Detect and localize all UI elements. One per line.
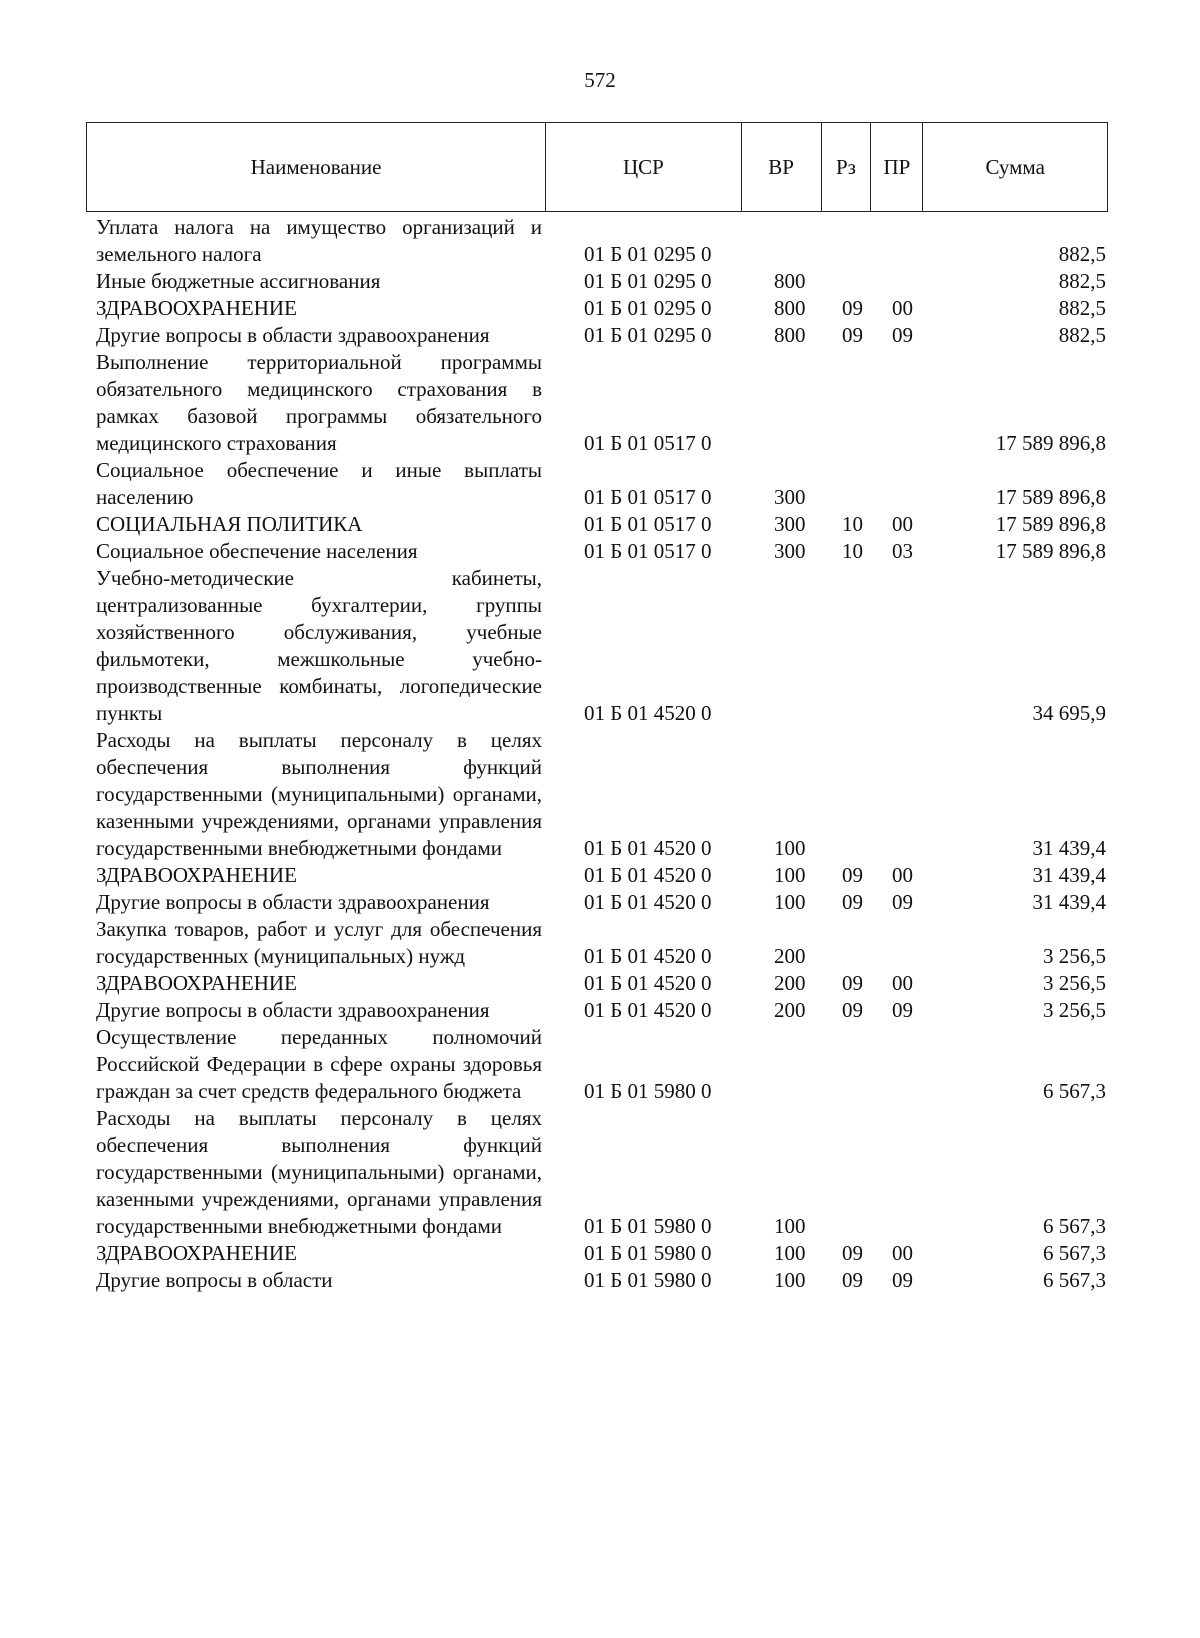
row-vr: 100 bbox=[774, 1241, 806, 1265]
row-sum: 3 256,5 bbox=[1043, 944, 1106, 968]
table-row bbox=[96, 997, 1116, 1024]
table-row bbox=[96, 349, 1116, 457]
row-sum: 882,5 bbox=[1058, 296, 1106, 320]
row-pr: 00 bbox=[892, 512, 913, 536]
row-pr: 00 bbox=[892, 863, 913, 887]
table-row bbox=[96, 268, 1116, 295]
row-name: Расходы на выплаты персоналу в целях обеспечения выполнения функций государственными (муниципальными) органами, казенными учреждениями, органами управления государственными внебюджетными фондами bbox=[96, 1106, 542, 1238]
table-header bbox=[86, 122, 1108, 212]
table-row bbox=[96, 889, 1116, 916]
row-vr: 200 bbox=[774, 971, 806, 995]
row-rz: 09 bbox=[842, 323, 863, 347]
row-sum: 3 256,5 bbox=[1043, 971, 1106, 995]
row-vr: 100 bbox=[774, 890, 806, 914]
header-rz: Рз bbox=[822, 123, 872, 211]
row-sum: 6 567,3 bbox=[1043, 1268, 1106, 1292]
header-sum: Сумма bbox=[985, 154, 1045, 179]
row-name: ЗДРАВООХРАНЕНИЕ bbox=[96, 971, 297, 995]
row-name: Другие вопросы в области здравоохранения bbox=[96, 890, 490, 914]
header-vr: ВР bbox=[742, 123, 822, 211]
row-vr: 800 bbox=[774, 269, 806, 293]
row-sum: 882,5 bbox=[1058, 242, 1106, 266]
table-row bbox=[96, 511, 1116, 538]
table-row bbox=[96, 565, 1116, 727]
row-pr: 09 bbox=[892, 998, 913, 1022]
table-row bbox=[96, 916, 1116, 970]
row-vr: 100 bbox=[774, 1214, 806, 1238]
row-sum: 31 439,4 bbox=[1032, 836, 1106, 860]
row-csr: 01 Б 01 0295 0 bbox=[584, 296, 712, 320]
row-pr: 09 bbox=[892, 890, 913, 914]
row-sum: 6 567,3 bbox=[1043, 1214, 1106, 1238]
row-rz: 09 bbox=[842, 863, 863, 887]
row-csr: 01 Б 01 0517 0 bbox=[584, 485, 712, 509]
header-pr: ПР bbox=[871, 123, 923, 211]
page-number: 572 bbox=[584, 68, 616, 92]
table-row bbox=[96, 1105, 1116, 1240]
table-row bbox=[96, 322, 1116, 349]
header-csr: ЦСР bbox=[546, 123, 742, 211]
row-csr: 01 Б 01 4520 0 bbox=[584, 863, 712, 887]
row-sum: 3 256,5 bbox=[1043, 998, 1106, 1022]
table-row bbox=[96, 1024, 1116, 1105]
row-rz: 09 bbox=[842, 1241, 863, 1265]
row-name: СОЦИАЛЬНАЯ ПОЛИТИКА bbox=[96, 512, 363, 536]
row-sum: 17 589 896,8 bbox=[995, 539, 1106, 563]
row-vr: 300 bbox=[774, 485, 806, 509]
row-pr: 00 bbox=[892, 296, 913, 320]
row-vr: 200 bbox=[774, 998, 806, 1022]
table-row bbox=[96, 1240, 1116, 1267]
row-rz: 09 bbox=[842, 1268, 863, 1292]
row-sum: 34 695,9 bbox=[1032, 701, 1106, 725]
row-rz: 10 bbox=[842, 512, 863, 536]
row-rz: 10 bbox=[842, 539, 863, 563]
row-sum: 882,5 bbox=[1058, 323, 1106, 347]
row-name: Расходы на выплаты персоналу в целях обеспечения выполнения функций государственными (муниципальными) органами, казенными учреждениями, органами управления государственными внебюджетными фондами bbox=[96, 728, 542, 860]
row-name: Выполнение территориальной программы обязательного медицинского страхования в рамках базовой программы обязательного медицинского страхования bbox=[96, 350, 542, 455]
table-row bbox=[96, 295, 1116, 322]
row-rz: 09 bbox=[842, 296, 863, 320]
row-name: ЗДРАВООХРАНЕНИЕ bbox=[96, 863, 297, 887]
row-sum: 6 567,3 bbox=[1043, 1079, 1106, 1103]
row-csr: 01 Б 01 4520 0 bbox=[584, 944, 712, 968]
table-row bbox=[96, 862, 1116, 889]
row-csr: 01 Б 01 5980 0 bbox=[584, 1268, 712, 1292]
row-name: Закупка товаров, работ и услуг для обеспечения государственных (муниципальных) нужд bbox=[96, 917, 542, 968]
row-csr: 01 Б 01 5980 0 bbox=[584, 1214, 712, 1238]
row-rz: 09 bbox=[842, 971, 863, 995]
row-name: Другие вопросы в области здравоохранения bbox=[96, 323, 490, 347]
header-name: Наименование bbox=[87, 123, 546, 211]
row-name: Социальное обеспечение населения bbox=[96, 539, 418, 563]
row-name: Учебно-методические кабинеты, централизованные бухгалтерии, группы хозяйственного обслуживания, учебные фильмотеки, межшкольные учебно-производственные комбинаты, логопедические пункты bbox=[96, 566, 542, 725]
row-csr: 01 Б 01 5980 0 bbox=[584, 1241, 712, 1265]
row-name: Социальное обеспечение и иные выплаты населению bbox=[96, 458, 542, 509]
row-csr: 01 Б 01 4520 0 bbox=[584, 971, 712, 995]
row-pr: 00 bbox=[892, 971, 913, 995]
table-row bbox=[96, 214, 1116, 268]
row-name: ЗДРАВООХРАНЕНИЕ bbox=[96, 296, 297, 320]
row-vr: 800 bbox=[774, 323, 806, 347]
row-vr: 300 bbox=[774, 512, 806, 536]
row-sum: 17 589 896,8 bbox=[995, 512, 1106, 536]
row-sum: 31 439,4 bbox=[1032, 890, 1106, 914]
table-row bbox=[96, 727, 1116, 862]
row-rz: 09 bbox=[842, 890, 863, 914]
table-row bbox=[96, 1267, 1116, 1294]
row-csr: 01 Б 01 0295 0 bbox=[584, 269, 712, 293]
row-sum: 882,5 bbox=[1058, 269, 1106, 293]
row-csr: 01 Б 01 0295 0 bbox=[584, 323, 712, 347]
row-pr: 03 bbox=[892, 539, 913, 563]
row-name: ЗДРАВООХРАНЕНИЕ bbox=[96, 1241, 297, 1265]
row-csr: 01 Б 01 0295 0 bbox=[584, 242, 712, 266]
row-csr: 01 Б 01 4520 0 bbox=[584, 836, 712, 860]
row-vr: 300 bbox=[774, 539, 806, 563]
row-vr: 100 bbox=[774, 836, 806, 860]
table-row bbox=[96, 970, 1116, 997]
row-csr: 01 Б 01 0517 0 bbox=[584, 539, 712, 563]
row-pr: 00 bbox=[892, 1241, 913, 1265]
row-sum: 31 439,4 bbox=[1032, 863, 1106, 887]
row-pr: 09 bbox=[892, 1268, 913, 1292]
row-name: Иные бюджетные ассигнования bbox=[96, 269, 381, 293]
row-name: Другие вопросы в области bbox=[96, 1268, 333, 1292]
row-sum: 17 589 896,8 bbox=[995, 431, 1106, 455]
row-pr: 09 bbox=[892, 323, 913, 347]
row-sum: 6 567,3 bbox=[1043, 1241, 1106, 1265]
row-name: Другие вопросы в области здравоохранения bbox=[96, 998, 490, 1022]
row-sum: 17 589 896,8 bbox=[995, 485, 1106, 509]
row-name: Осуществление переданных полномочий Российской Федерации в сфере охраны здоровья граждан за счет средств федерального бюджета bbox=[96, 1025, 542, 1103]
row-csr: 01 Б 01 4520 0 bbox=[584, 701, 712, 725]
row-name: Уплата налога на имущество организаций и земельного налога bbox=[96, 215, 542, 266]
row-csr: 01 Б 01 0517 0 bbox=[584, 431, 712, 455]
row-rz: 09 bbox=[842, 998, 863, 1022]
row-csr: 01 Б 01 4520 0 bbox=[584, 890, 712, 914]
row-vr: 800 bbox=[774, 296, 806, 320]
table-row bbox=[96, 457, 1116, 511]
row-csr: 01 Б 01 4520 0 bbox=[584, 998, 712, 1022]
row-vr: 100 bbox=[774, 863, 806, 887]
row-csr: 01 Б 01 0517 0 bbox=[584, 512, 712, 536]
row-vr: 100 bbox=[774, 1268, 806, 1292]
row-vr: 200 bbox=[774, 944, 806, 968]
table-row bbox=[96, 538, 1116, 565]
table-body bbox=[96, 214, 1116, 1294]
row-csr: 01 Б 01 5980 0 bbox=[584, 1079, 712, 1103]
